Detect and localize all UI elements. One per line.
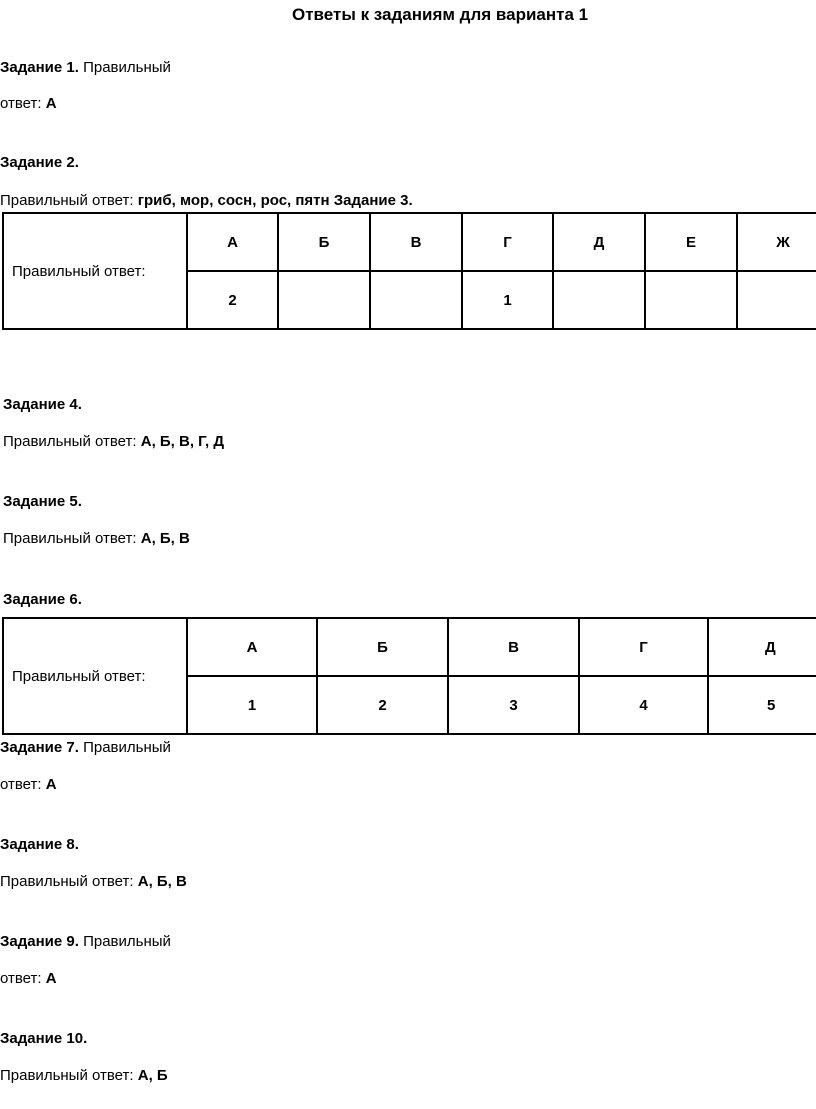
task-8-label: Задание 8. [0,836,79,853]
task-3-value-cell: 1 [462,271,553,329]
task-7-line-2 [0,775,57,795]
task-2-answer-prefix: Правильный ответ: [0,192,134,209]
task-1-answer: А [45,95,57,112]
task-9-answer: А [45,970,57,987]
task-6-value-cell: 2 [317,676,448,734]
task-3-value-cell: 2 [187,271,278,329]
task-10-answer-prefix: Правильный ответ: [0,1067,134,1084]
task-3-table [2,212,816,330]
task-8-answer: А, Б, В [137,873,187,890]
task-6-header-cell: Б [317,618,448,676]
task-3-label: Задание 3. [333,192,413,209]
task-6-value-cell: 3 [448,676,579,734]
task-3-header-cell: В [370,213,462,271]
task-6-row-label: Правильный ответ: [3,618,187,734]
task-1-line-1 [0,58,171,78]
task-1-label: Задание 1. [0,59,79,76]
task-3-value-cell [737,271,816,329]
task-6-header-cell: Г [579,618,708,676]
task-3-header-row [3,213,816,271]
task-3-value-cell [645,271,737,329]
task-3-header-cell: Е [645,213,737,271]
task-6-value-cell: 1 [187,676,317,734]
task-5-answer-line [3,529,190,549]
task-8-answer-line [0,872,187,892]
task-3-header-cell: А [187,213,278,271]
task-4-answer-prefix: Правильный ответ: [3,433,137,450]
task-4-answer-line [3,432,224,452]
task-3-header-cell: Ж [737,213,816,271]
task-1-text: Правильный [83,59,171,76]
task-6-value-cell: 4 [579,676,708,734]
task-6-value-cell: 5 [708,676,816,734]
task-2-answer-line [0,191,413,211]
task-5-label: Задание 5. [3,493,82,510]
task-6-table [2,617,816,735]
task-6-header-cell: В [448,618,579,676]
task-6-header-cell: А [187,618,317,676]
task-7-answer: А [45,776,57,793]
task-9-text: Правильный [83,933,171,950]
task-9-line-1 [0,932,171,952]
task-10-answer-line [0,1066,168,1086]
task-8-answer-prefix: Правильный ответ: [0,873,134,890]
task-7-line-1 [0,738,171,758]
task-7-answer-prefix: ответ: [0,776,42,793]
task-2-answer: гриб, мор, сосн, рос, пятн [137,192,330,209]
task-9-answer-prefix: ответ: [0,970,42,987]
task-5-answer-prefix: Правильный ответ: [3,530,137,547]
task-9-label: Задание 9. [0,933,79,950]
task-6-header-cell: Д [708,618,816,676]
task-3-value-cell [553,271,645,329]
task-4-label: Задание 4. [3,396,82,413]
task-3-header-cell: Д [553,213,645,271]
task-3-header-cell: Г [462,213,553,271]
task-7-text: Правильный [83,739,171,756]
task-7-label: Задание 7. [0,739,79,756]
page-title: Ответы к заданиям для варианта 1 [292,5,589,24]
task-6-label: Задание 6. [3,591,82,608]
task-3-row-label: Правильный ответ: [3,213,187,329]
task-6-header-row [3,618,816,676]
task-1-line-2 [0,94,57,114]
task-9-line-2 [0,969,57,989]
task-3-value-cell [278,271,370,329]
task-5-answer: А, Б, В [140,530,190,547]
task-3-value-cell [370,271,462,329]
task-1-answer-prefix: ответ: [0,95,42,112]
task-3-header-cell: Б [278,213,370,271]
task-10-label: Задание 10. [0,1030,88,1047]
task-2-label: Задание 2. [0,154,79,171]
task-10-answer: А, Б [137,1067,168,1084]
task-4-answer: А, Б, В, Г, Д [140,433,225,450]
